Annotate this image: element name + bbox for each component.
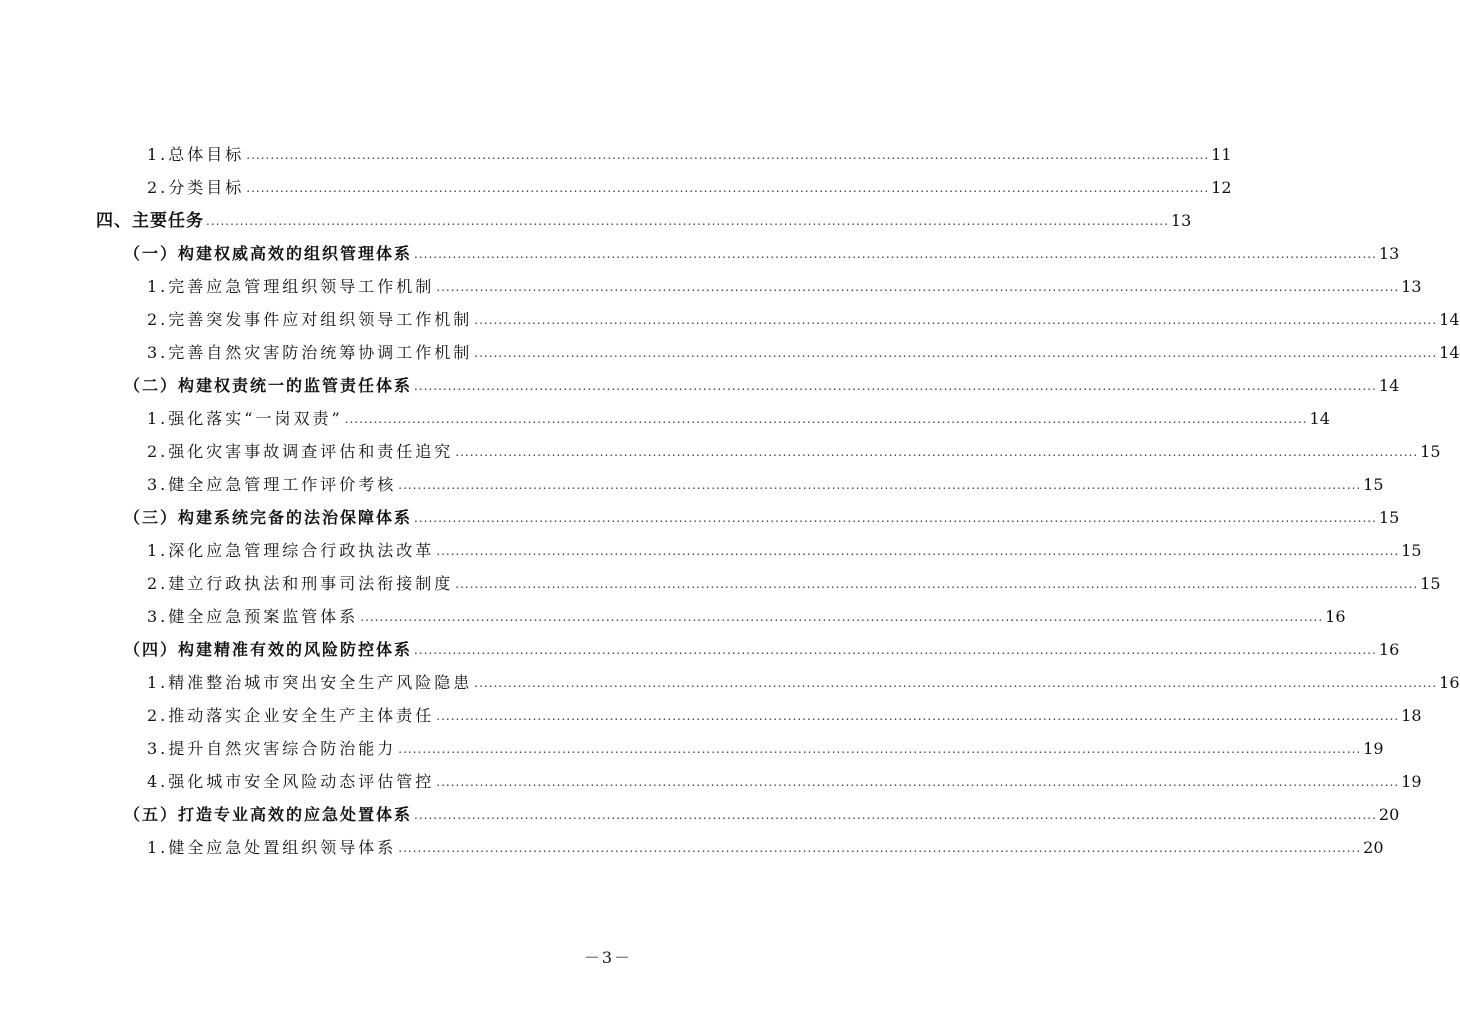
toc-entry[interactable] (147, 697, 1422, 727)
leader-dots: ........................................................................................................................................................................................................ (414, 808, 1377, 822)
toc-entry[interactable] (147, 763, 1422, 793)
toc-entry-page: 14 (1309, 409, 1330, 428)
toc-entry-page: 18 (1401, 706, 1422, 725)
toc-entry-label: 1.健全应急处置组织领导体系 (147, 838, 397, 857)
toc-entry-label: 2.建立行政执法和刑事司法衔接制度 (147, 574, 454, 593)
toc-entry-label: （一）构建权威高效的组织管理体系 (124, 244, 413, 263)
toc-entry-label: 2.强化灾害事故调查评估和责任追究 (147, 442, 454, 461)
toc-entry-page: 15 (1401, 541, 1422, 560)
toc-entry-label: 四、主要任务 (96, 211, 204, 231)
leader-dots: ........................................................................................................................................................................................................ (455, 445, 1419, 459)
toc-entry-page: 16 (1439, 673, 1460, 692)
toc-entry-page: 16 (1325, 607, 1346, 626)
toc-entry-page: 14 (1439, 310, 1460, 329)
toc-entry[interactable] (147, 730, 1384, 760)
toc-entry-label: （二）构建权责统一的监管责任体系 (124, 376, 413, 395)
toc-entry[interactable] (147, 664, 1460, 694)
toc-entry-page: 19 (1363, 739, 1384, 758)
toc-entry-label: 3.健全应急管理工作评价考核 (147, 475, 397, 494)
toc-entry-page: 19 (1401, 772, 1422, 791)
toc-entry-label: 1.强化落实“一岗双责” (147, 409, 343, 428)
leader-dots: ........................................................................................................................................................................................................ (246, 148, 1210, 162)
toc-entry-page: 14 (1439, 343, 1460, 362)
toc-entry-page: 13 (1401, 277, 1422, 296)
leader-dots: ........................................................................................................................................................................................................ (206, 214, 1169, 228)
leader-dots: ........................................................................................................................................................................................................ (436, 775, 1400, 789)
toc-entry-label: 3.提升自然灾害综合防治能力 (147, 739, 397, 758)
leader-dots: ........................................................................................................................................................................................................ (474, 676, 1438, 690)
toc-entry-page: 15 (1420, 574, 1441, 593)
leader-dots: ........................................................................................................................................................................................................ (436, 709, 1400, 723)
toc-entry[interactable] (124, 499, 1400, 529)
toc-entry[interactable] (147, 565, 1441, 595)
leader-dots: ........................................................................................................................................................................................................ (398, 742, 1362, 756)
toc-entry-page: 20 (1363, 838, 1384, 857)
toc-entry-label: （五）打造专业高效的应急处置体系 (124, 805, 413, 824)
toc-entry-page: 11 (1211, 145, 1232, 164)
toc-entry-label: 3.完善自然灾害防治统筹协调工作机制 (147, 343, 473, 362)
toc-entry[interactable] (147, 169, 1232, 199)
leader-dots: ........................................................................................................................................................................................................ (414, 511, 1377, 525)
toc-entry[interactable] (147, 532, 1422, 562)
toc-entry-label: 4.强化城市安全风险动态评估管控 (147, 772, 435, 791)
toc-entry-label: 2.分类目标 (147, 178, 245, 197)
toc-entry-page: 13 (1378, 244, 1400, 263)
toc-entry[interactable] (124, 631, 1400, 661)
toc-entry-page: 15 (1378, 508, 1400, 527)
toc-entry[interactable] (147, 466, 1384, 496)
toc-entry[interactable] (147, 829, 1384, 859)
toc-entry-label: 3.健全应急预案监管体系 (147, 607, 359, 626)
toc-entry[interactable] (147, 301, 1460, 331)
toc-entry[interactable] (147, 433, 1441, 463)
leader-dots: ........................................................................................................................................................................................................ (414, 379, 1377, 393)
toc-entry-label: 1.精准整治城市突出安全生产风险隐患 (147, 673, 473, 692)
toc-entry-page: 16 (1378, 640, 1400, 659)
toc-entry[interactable] (147, 334, 1460, 364)
leader-dots: ........................................................................................................................................................................................................ (414, 643, 1377, 657)
toc-entry-page: 15 (1363, 475, 1384, 494)
leader-dots: ........................................................................................................................................................................................................ (246, 181, 1210, 195)
leader-dots: ........................................................................................................................................................................................................ (436, 544, 1400, 558)
leader-dots: ........................................................................................................................................................................................................ (474, 346, 1438, 360)
toc-entry-label: （四）构建精准有效的风险防控体系 (124, 640, 413, 659)
toc-entry-label: 1.完善应急管理组织领导工作机制 (147, 277, 435, 296)
toc-entry-page: 20 (1378, 805, 1400, 824)
leader-dots: ........................................................................................................................................................................................................ (474, 313, 1438, 327)
toc-entry-page: 13 (1170, 211, 1192, 230)
leader-dots: ........................................................................................................................................................................................................ (398, 841, 1362, 855)
toc-entry[interactable] (124, 796, 1400, 826)
toc-entry-label: 1.深化应急管理综合行政执法改革 (147, 541, 435, 560)
toc-entry-page: 12 (1211, 178, 1232, 197)
toc-entry-label: 2.推动落实企业安全生产主体责任 (147, 706, 435, 725)
toc-entry-page: 14 (1378, 376, 1400, 395)
toc-entry-page: 15 (1420, 442, 1441, 461)
page-number: －3－ (583, 948, 632, 967)
toc-entry[interactable] (96, 202, 1192, 232)
leader-dots: ........................................................................................................................................................................................................ (436, 280, 1400, 294)
toc-entry[interactable] (124, 367, 1400, 397)
leader-dots: ........................................................................................................................................................................................................ (414, 247, 1377, 261)
toc-entry[interactable] (147, 400, 1330, 430)
toc-entry[interactable] (147, 268, 1422, 298)
toc-entry-label: （三）构建系统完备的法治保障体系 (124, 508, 413, 527)
toc-entry-label: 1.总体目标 (147, 145, 245, 164)
toc-entry[interactable] (124, 235, 1400, 265)
toc-entry-label: 2.完善突发事件应对组织领导工作机制 (147, 310, 473, 329)
leader-dots: ........................................................................................................................................................................................................ (398, 478, 1362, 492)
toc-entry[interactable] (147, 136, 1232, 166)
leader-dots: ........................................................................................................................................................................................................ (344, 412, 1308, 426)
toc-entry[interactable] (147, 598, 1346, 628)
leader-dots: ........................................................................................................................................................................................................ (360, 610, 1324, 624)
leader-dots: ........................................................................................................................................................................................................ (455, 577, 1419, 591)
